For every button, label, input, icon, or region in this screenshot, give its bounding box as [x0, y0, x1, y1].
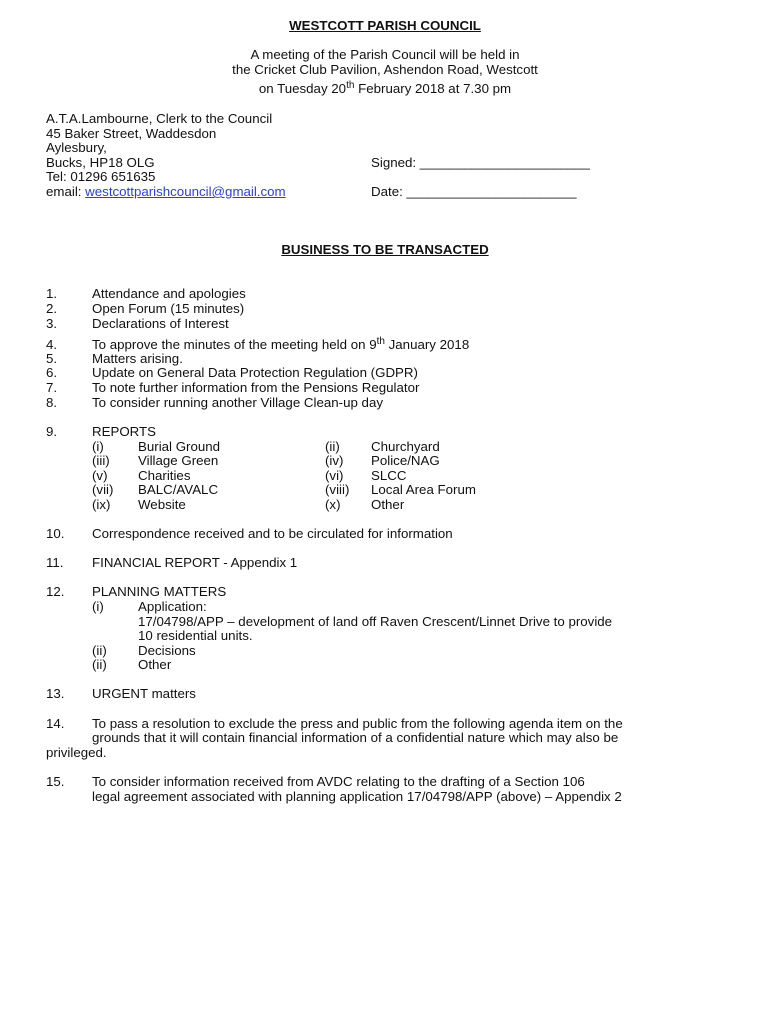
planning-application-detail: 10 residential units. — [138, 628, 253, 643]
date-line: Date: _______________________ — [371, 184, 577, 199]
planning-subitem-label: Other — [138, 657, 172, 672]
report-label: BALC/AVALC — [138, 482, 219, 497]
report-number: (viii) — [325, 482, 350, 497]
report-label: Village Green — [138, 453, 219, 468]
minutes-text-post: January 2018 — [384, 337, 470, 352]
report-label: Other — [371, 497, 405, 512]
agenda-item-text: URGENT matters — [92, 686, 196, 701]
agenda-item-number: 12. — [46, 584, 65, 599]
report-label: Local Area Forum — [371, 482, 476, 497]
signed-line: Signed: _______________________ — [371, 155, 590, 170]
meeting-date-post: February 2018 at 7.30 pm — [354, 81, 512, 96]
agenda-item-number: 15. — [46, 774, 65, 789]
agenda-item-number: 3. — [46, 316, 58, 331]
report-number: (vi) — [325, 468, 344, 483]
agenda-item-number: 4. — [46, 337, 58, 352]
meeting-date-pre: on Tuesday 20 — [258, 81, 347, 96]
agenda-item-text-continued: privileged. — [46, 745, 107, 760]
agenda-item-number: 7. — [46, 380, 58, 395]
meeting-date-suffix: th — [346, 80, 355, 91]
minutes-date-suffix: th — [376, 336, 385, 347]
report-label: Police/NAG — [371, 453, 440, 468]
email-link[interactable]: westcottparishcouncil@gmail.com — [85, 184, 286, 199]
report-number: (iii) — [92, 453, 110, 468]
report-number: (x) — [325, 497, 341, 512]
agenda-item-number: 1. — [46, 286, 58, 301]
agenda-item-number: 8. — [46, 395, 58, 410]
agenda-item-text: Attendance and apologies — [92, 286, 246, 301]
agenda-item-text — [92, 337, 469, 352]
agenda-item-number: 13. — [46, 686, 65, 701]
agenda-item-number: 10. — [46, 526, 65, 541]
report-number: (vii) — [92, 482, 114, 497]
agenda-item-text: Declarations of Interest — [92, 316, 229, 331]
report-number: (v) — [92, 468, 108, 483]
report-label: SLCC — [371, 468, 407, 483]
report-number: (ii) — [325, 439, 340, 454]
clerk-telephone: Tel: 01296 651635 — [46, 169, 156, 184]
clerk-name: A.T.A.Lambourne, Clerk to the Council — [46, 111, 273, 126]
agenda-item-text-continued: grounds that it will contain financial information of a confidential nature which may also be — [92, 730, 619, 745]
agenda-item-text: To consider running another Village Clean-up day — [92, 395, 383, 410]
clerk-address-postcode: Bucks, HP18 OLG — [46, 155, 155, 170]
report-number: (ix) — [92, 497, 111, 512]
business-heading: BUSINESS TO BE TRANSACTED — [281, 242, 489, 257]
reports-heading: REPORTS — [92, 424, 157, 439]
agenda-item-number: 2. — [46, 301, 58, 316]
agenda-item-text: Matters arising. — [92, 351, 183, 366]
planning-subitem-number: (ii) — [92, 657, 107, 672]
planning-application-detail: 17/04798/APP – development of land off Raven Crescent/Linnet Drive to provide — [138, 614, 613, 629]
report-label: Burial Ground — [138, 439, 221, 454]
report-label: Charities — [138, 468, 191, 483]
planning-subitem-number: (ii) — [92, 643, 107, 658]
report-number: (i) — [92, 439, 104, 454]
agenda-item-number: 5. — [46, 351, 58, 366]
agenda-item-text: Update on General Data Protection Regulation (GDPR) — [92, 365, 418, 380]
minutes-text-pre: To approve the minutes of the meeting held on 9 — [92, 337, 377, 352]
agenda-item-text: To consider information received from AVDC relating to the drafting of a Section 106 — [92, 774, 585, 789]
agenda-item-text-continued: legal agreement associated with planning application 17/04798/APP (above) – Appendix 2 — [92, 789, 622, 804]
agenda-item-text: FINANCIAL REPORT - Appendix 1 — [92, 555, 298, 570]
document-title: WESTCOTT PARISH COUNCIL — [289, 18, 481, 33]
agenda-item-number: 9. — [46, 424, 58, 439]
report-label: Churchyard — [371, 439, 440, 454]
clerk-address-street: 45 Baker Street, Waddesdon — [46, 126, 217, 141]
email-label: email: — [46, 184, 86, 199]
planning-subitem-label: Application: — [138, 599, 207, 614]
agenda-item-number: 11. — [46, 555, 64, 570]
clerk-address-town: Aylesbury, — [46, 140, 107, 155]
agenda-item-text: Correspondence received and to be circulated for information — [92, 526, 453, 541]
planning-subitem-number: (i) — [92, 599, 104, 614]
agenda-item-text: Open Forum (15 minutes) — [92, 301, 245, 316]
intro-line-1: A meeting of the Parish Council will be held in — [250, 47, 520, 62]
agenda-item-text: To pass a resolution to exclude the press and public from the following agenda item on the — [92, 716, 623, 731]
agenda-item-number: 6. — [46, 365, 58, 380]
agenda-item-text: To note further information from the Pensions Regulator — [92, 380, 420, 395]
planning-heading: PLANNING MATTERS — [92, 584, 227, 599]
report-label: Website — [138, 497, 186, 512]
intro-line-3 — [0, 81, 770, 96]
intro-line-2: the Cricket Club Pavilion, Ashendon Road, Westcott — [232, 62, 538, 77]
agenda-item-number: 14. — [46, 716, 65, 731]
report-number: (iv) — [325, 453, 344, 468]
planning-subitem-label: Decisions — [138, 643, 196, 658]
clerk-email-line — [46, 184, 286, 199]
